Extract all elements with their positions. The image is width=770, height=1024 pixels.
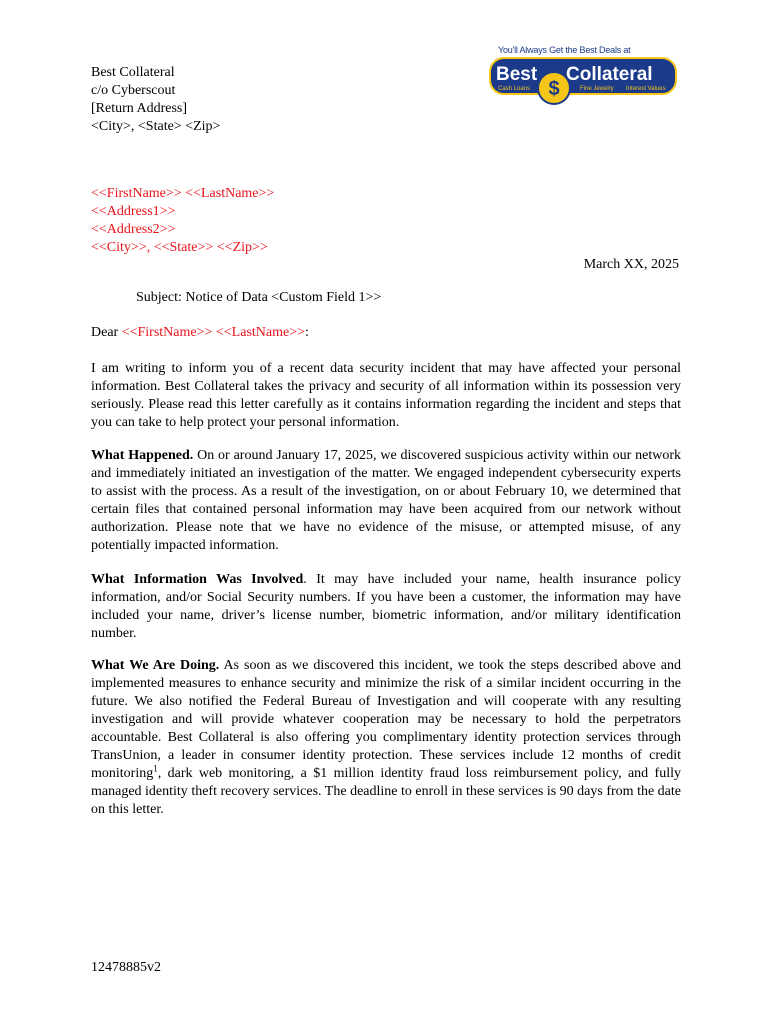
recipient-line: <<FirstName>> <<LastName>> (91, 186, 275, 201)
logo-word-collateral: Collateral (566, 64, 653, 85)
sender-address (91, 64, 220, 136)
body-what-happened: On or around January 17, 2025, we discovered suspicious activity within our network and immediately initiated an investigation of the matter. We engaged independent cybersecurity experts to assist with the process. As a result of the investigation, on or about February 10, we determined that certain files that contained personal information may have been acquired from our network without authorization. Please note that we have no evidence of the misuse, or attempted misuse, of any potentially impacted information. (91, 448, 681, 553)
sender-line: Best Collateral (91, 65, 175, 80)
body-what-we-are-doing-b: , dark web monitoring, a $1 million identity fraud loss reimbursement policy, and fully managed identity theft recovery services. The deadline to enroll in these services is 90 days from the date on this letter. (91, 766, 681, 817)
logo-sub-cash-loans: Cash Loans (498, 86, 531, 92)
recipient-line: <<City>>, <<State>> <<Zip>> (91, 240, 268, 255)
logo-tagline: You'll Always Get the Best Deals at (498, 45, 631, 55)
salutation-merge-fields: <<FirstName>> <<LastName>> (121, 325, 306, 340)
heading-what-information: What Information Was Involved (91, 572, 304, 587)
paragraph-what-happened (91, 447, 681, 555)
heading-what-we-are-doing: What We Are Doing. (91, 658, 220, 673)
paragraph-intro: I am writing to inform you of a recent data security incident that may have affected your personal information. Best Collateral takes the privacy and security of all information within its possession very seriously. Please read this letter carefully as it contains information regarding the incident and steps that you can take to help protect your personal information. (91, 361, 681, 430)
logo-word-best: Best (496, 64, 538, 85)
body-what-we-are-doing-a: As soon as we discovered this incident, we took the steps described above and implemented measures to enhance security and minimize the risk of a similar incident occurring in the future. We also notified the Federal Bureau of Investigation and will cooperate with any resulting investigation and will provide whatever cooperation may be necessary to hold the perpetrators accountable. Best Collateral is also offering you complimentary identity protection services through TransUnion, a leader in consumer identity protection. These services include 12 months of credit monitoring (91, 658, 681, 781)
body-what-information: . It may have included your name, health insurance policy information, and/or Social Security numbers. If you have been a customer, the information may have included your name, driver’s license number, biometric information, and/or military identification number. (91, 572, 681, 641)
document-id: 12478885v2 (91, 960, 161, 975)
best-collateral-logo (488, 44, 678, 112)
salutation (91, 325, 309, 341)
heading-what-happened: What Happened. (91, 448, 194, 463)
footnote-marker: 1 (153, 763, 158, 774)
subject-line: Subject: Notice of Data <Custom Field 1>> (136, 290, 382, 305)
sender-line: c/o Cyberscout (91, 83, 176, 98)
recipient-line: <<Address2>> (91, 222, 176, 237)
logo-sub-fine-jewelry: Fine Jewelry (580, 86, 614, 92)
svg-text:$: $ (548, 78, 560, 100)
salutation-suffix: : (305, 325, 309, 340)
paragraph-what-information (91, 571, 681, 643)
letter-date: March XX, 2025 (583, 257, 679, 272)
logo-sub-interest-values: Interest Values (626, 86, 666, 92)
paragraph-what-we-are-doing (91, 657, 681, 819)
sender-line: <City>, <State> <Zip> (91, 119, 221, 134)
sender-line: [Return Address] (91, 101, 188, 116)
recipient-line: <<Address1>> (91, 204, 176, 219)
salutation-prefix: Dear (91, 325, 122, 340)
recipient-address (91, 185, 274, 257)
